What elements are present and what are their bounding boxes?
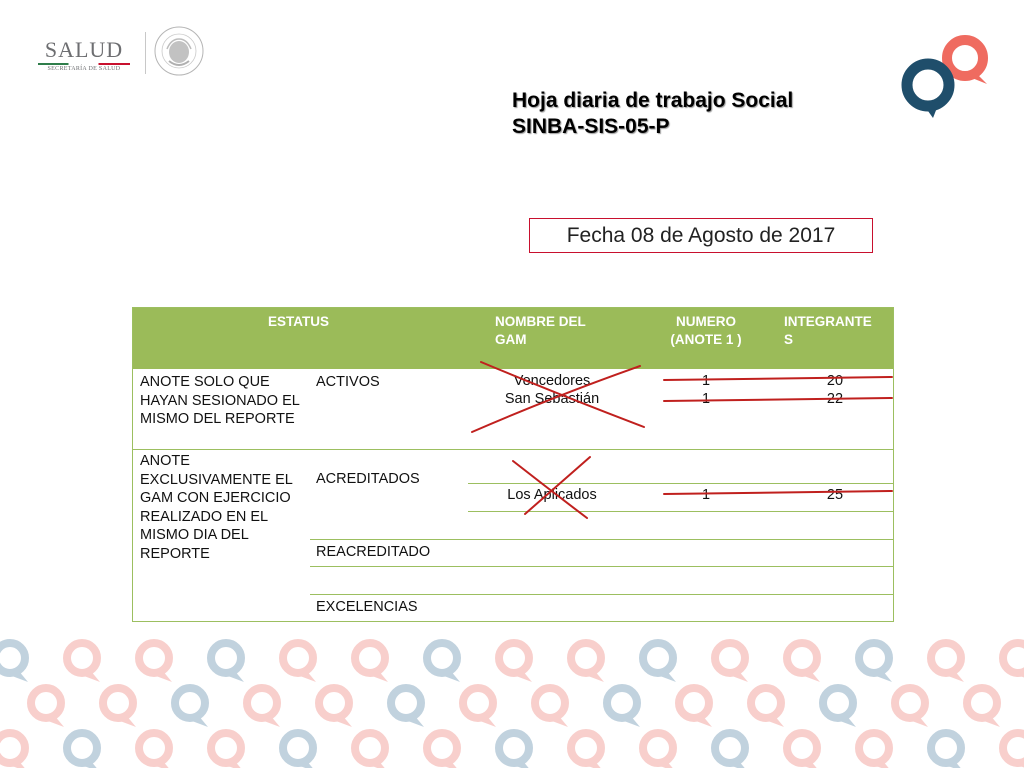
pattern-ring <box>859 733 889 763</box>
date-box <box>529 218 873 253</box>
gam-name: Vencedores <box>513 373 591 389</box>
pattern-ring <box>535 688 565 718</box>
row-divider <box>310 594 893 595</box>
pattern-ring <box>931 643 961 673</box>
gam-integrantes: 20 <box>826 373 844 389</box>
pattern-ring <box>859 643 889 673</box>
pattern-ring <box>787 643 817 673</box>
date-label: Fecha 08 de Agosto de 2017 <box>566 223 836 247</box>
section2-note: ANOTE EXCLUSIVAMENTE EL GAM CON EJERCICIO REALIZADO EN EL MISMO DIA DEL REPORTE <box>140 453 293 562</box>
pattern-ring <box>895 688 925 718</box>
pattern-ring <box>175 688 205 718</box>
pattern-ring <box>499 643 529 673</box>
row-divider <box>310 566 893 567</box>
status-excelencias: EXCELENCIAS <box>316 599 418 615</box>
gam-numero: 1 <box>701 487 711 503</box>
pattern-ring <box>1003 733 1024 763</box>
pattern-ring <box>715 733 745 763</box>
pattern-ring <box>31 688 61 718</box>
logo-color-line <box>38 63 130 65</box>
pattern-ring <box>67 643 97 673</box>
pattern-ring <box>751 688 781 718</box>
pattern-ring <box>607 688 637 718</box>
gam-integrantes: 22 <box>826 391 844 407</box>
row-divider <box>133 449 893 450</box>
status-reacreditado: REACREDITADO <box>316 544 431 560</box>
pattern-ring <box>283 643 313 673</box>
pattern-ring <box>0 733 25 763</box>
pattern-ring <box>571 733 601 763</box>
gam-numero: 1 <box>701 391 711 407</box>
pattern-ring <box>319 688 349 718</box>
pattern-ring <box>427 643 457 673</box>
header-numero: NUMERO (ANOTE 1 ) <box>670 314 742 347</box>
pattern-ring <box>571 643 601 673</box>
pattern-ring <box>247 688 277 718</box>
salud-logo <box>36 38 132 72</box>
pattern-ring <box>823 688 853 718</box>
pattern-ring <box>0 643 25 673</box>
national-seal-icon <box>153 25 205 82</box>
gam-numero: 1 <box>701 373 711 389</box>
pattern-ring <box>67 733 97 763</box>
pattern-ring <box>679 688 709 718</box>
pattern-ring <box>427 733 457 763</box>
status-acreditados: ACREDITADOS <box>316 471 420 487</box>
logo-divider <box>145 32 146 74</box>
row-divider <box>468 483 893 484</box>
pattern-ring <box>643 643 673 673</box>
pattern-ring <box>391 688 421 718</box>
status-activos: ACTIVOS <box>316 374 380 390</box>
page-title <box>512 88 793 140</box>
pattern-ring <box>139 733 169 763</box>
pattern-ring <box>715 643 745 673</box>
header-estatus: ESTATUS <box>268 314 330 329</box>
row-divider <box>468 511 893 512</box>
pattern-ring <box>139 643 169 673</box>
pattern-ring <box>355 643 385 673</box>
salud-brand-subtext: SECRETARÍA DE SALUD <box>47 66 121 72</box>
header-integrantes: INTEGRANTE S <box>784 314 872 347</box>
pattern-ring <box>355 733 385 763</box>
header-nombre: NOMBRE DEL GAM <box>495 314 586 347</box>
speech-ring-logo-icon <box>895 28 995 125</box>
pattern-ring <box>463 688 493 718</box>
pattern-ring <box>967 688 997 718</box>
gam-integrantes: 25 <box>826 487 844 503</box>
pattern-ring <box>931 733 961 763</box>
gam-name: San Sebastián <box>504 391 600 407</box>
pattern-ring <box>1003 643 1024 673</box>
gam-name: Los Aplicados <box>507 487 597 503</box>
title-line-2: SINBA-SIS-05-P <box>512 115 670 138</box>
report-table <box>132 307 894 622</box>
pattern-ring <box>103 688 133 718</box>
pattern-ring <box>283 733 313 763</box>
pattern-ring <box>643 733 673 763</box>
pattern-ring <box>499 733 529 763</box>
pattern-ring <box>211 643 241 673</box>
speech-ring-pattern <box>0 628 1024 768</box>
salud-brand-text: SALUD <box>44 37 124 62</box>
pattern-ring <box>211 733 241 763</box>
title-line-1: Hoja diaria de trabajo Social <box>512 89 794 112</box>
row-divider <box>310 539 893 540</box>
pattern-ring <box>787 733 817 763</box>
section1-note: ANOTE SOLO QUE HAYAN SESIONADO EL MISMO DEL REPORTE <box>140 374 300 427</box>
